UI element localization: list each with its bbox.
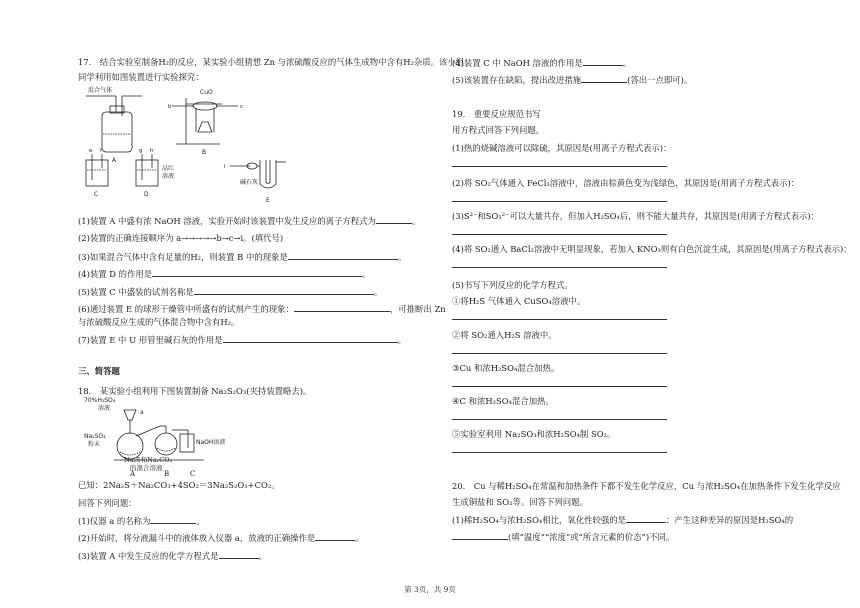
q17-port-i: i bbox=[224, 164, 226, 170]
q17-label-rongye: 溶液 bbox=[162, 173, 175, 180]
q18-label-mix2: 的混合溶液 bbox=[130, 464, 163, 472]
q19-answer-line-8 bbox=[452, 418, 667, 420]
q18-label-b: B bbox=[164, 470, 170, 478]
q19-answer-line-6 bbox=[452, 352, 667, 354]
q18-item5: (5)该装置存在缺陷，提出改进措施 (答出一点即可)。 bbox=[452, 75, 693, 85]
q17-label-e: E bbox=[266, 197, 270, 204]
q18-item3: (3)装置 A 中发生反应的化学方程式是 。 bbox=[78, 551, 267, 561]
page-footer: 第 3页，共 9页 bbox=[404, 585, 456, 594]
q17-stem-line2: 同学利用如图装置进行实验探究： bbox=[78, 72, 204, 82]
q18-label-acid2: 溶液 bbox=[98, 405, 111, 412]
q18-label-a: A bbox=[130, 470, 136, 478]
q18-label-powder: 粉末 bbox=[88, 441, 101, 448]
q18-known: 已知：2Na₂S＋Na₂CO₃+4SO₂＝3Na₂S₂O₃+CO₂。 bbox=[78, 480, 280, 490]
q18-stem: 18. 某实验小组利用下图装置制备 Na₂S₂O₃(夹持装置略去)。 bbox=[78, 386, 312, 396]
q17-item6-cont: 与浓硫酸反应生成的气体混合物中含有H₂。 bbox=[78, 317, 240, 327]
q18-label-a-instrument: a bbox=[140, 409, 144, 416]
q17-label-b: B bbox=[202, 149, 207, 156]
q18-label-naoh: NaOH溶液 bbox=[196, 439, 226, 446]
q19-answer-line-2 bbox=[452, 200, 667, 202]
q18-item1: (1)仪器 a 的名称为 。 bbox=[78, 516, 205, 526]
q17-item4: (4)装置 D 的作用是 。 bbox=[78, 269, 371, 279]
section3-title: 三、简答题 bbox=[78, 366, 120, 376]
q18-apparatus-figure bbox=[84, 396, 264, 472]
q20-line2: 生成铜盐和 SO₂等。回答下列问题。 bbox=[452, 497, 588, 507]
q19-answer-line-3 bbox=[452, 233, 667, 235]
q17-item5: (5)装置 C 中盛装的试剂名称是 。 bbox=[78, 287, 383, 297]
q18-label-c: C bbox=[190, 470, 196, 478]
q17-port-f: f bbox=[100, 148, 102, 154]
q19-item4: (4)将 SO₂通入 BaCl₂溶液中无明显现象，若加入 KNO₃则有白色沉淀生成，其原因是(用离子方程式表示)： bbox=[452, 244, 852, 254]
q18-label-mix1: Na₂S和Na₂CO₃ bbox=[124, 456, 173, 464]
q19-item3: (3)S²⁻和SO₃²⁻可以大量共存，但加入H₂SO₄后，则不能大量共存，其原因是(用离子方程式表示)： bbox=[452, 211, 820, 221]
q17-stem-line1: 17. 结合实验室制备H₂的反应，某实验小组猜想 Zn 与浓硫酸反应的气体生成物中含有H₂杂质。该小组 bbox=[78, 57, 465, 67]
q17-port-c: c bbox=[240, 104, 244, 110]
q19-sub-item3: ③Cu 和浓H₂SO₄混合加热。 bbox=[452, 363, 560, 373]
q17-label-a: A bbox=[112, 157, 117, 164]
q18-label-acid: 70%H₂SO₄ bbox=[84, 397, 116, 404]
q19-answer-line-9 bbox=[452, 451, 667, 453]
q19-answer-line-4 bbox=[452, 266, 667, 268]
q19-answer-line-5 bbox=[452, 318, 667, 320]
q19-sub-item5: ⑤实验室利用 Na₂SO₃和浓H₂SO₄制 SO₂。 bbox=[452, 429, 616, 439]
q17-label-cuo: CuO bbox=[200, 89, 213, 96]
q19-sub-item2: ②将 SO₂通入H₂S 溶液中。 bbox=[452, 330, 557, 340]
q19-title: 19. 重要反应规范书写 bbox=[452, 109, 541, 119]
q17-label-mixed-gas: 混合气体 bbox=[88, 87, 113, 94]
q19-item1: (1)热的烧碱溶液可以除硫，其原因是(用离子方程式表示)： bbox=[452, 143, 672, 153]
q19-sub: 用方程式回答下列问题。 bbox=[452, 125, 545, 135]
q18-label-na2so3: Na₂SO₃ bbox=[84, 433, 106, 440]
q17-port-g: g bbox=[139, 148, 143, 154]
q18-item4: (4)装置 C 中 NaOH 溶液的作用是 。 bbox=[452, 58, 632, 68]
q17-port-e: e bbox=[89, 148, 93, 154]
q17-label-c: C bbox=[94, 191, 99, 198]
q20-line3: (1)稀H₂SO₄与浓H₂SO₄相比，氧化性较强的是 ；产生这种差异的原因是H₂SO₄的 bbox=[452, 515, 794, 525]
q20-line1: 20. Cu 与稀H₂SO₄在常温和加热条件下都不发生化学反应，Cu 与浓H₂SO₄在加热条件下发生化学反应 bbox=[452, 481, 841, 491]
q17-item2: (2)装置的正确连接顺序为 a→→→→→b→c→i。(填代号) bbox=[78, 233, 284, 243]
q17-port-b: b bbox=[168, 104, 172, 110]
q19-sub-item1: ①将H₂S 气体通入 CuSO₄溶液中。 bbox=[452, 296, 586, 306]
q19-answer-line-1 bbox=[452, 165, 667, 167]
q17-item6: (6)通过装置 E 的球形干燥管中所盛有的试剂产生的现象： ，可推断出 Zn bbox=[78, 304, 446, 314]
q18-item2: (2)开始时，将分液漏斗中的液体放入仪器 a，放液的正确操作是 。 bbox=[78, 533, 364, 543]
q17-label-d: D bbox=[144, 191, 149, 198]
q20-line4: (填“温度”“浓度”或“所含元素的价态”)不同。 bbox=[452, 530, 674, 543]
q17-item3: (3)如果混合气体中含有足量的H₂，则装置 B 中的现象是 。 bbox=[78, 252, 407, 262]
q18-answer-prompt: 回答下列问题： bbox=[78, 498, 137, 508]
q17-apparatus-figure bbox=[82, 84, 312, 208]
q19-answer-line-7 bbox=[452, 385, 667, 387]
q17-port-h: h bbox=[150, 148, 154, 154]
q19-item5: (5)书写下列反应的化学方程式。 bbox=[452, 280, 573, 290]
q17-label-soda-lime: 碱石灰 bbox=[240, 179, 259, 186]
q17-label-pinhong: 品红 bbox=[162, 165, 175, 172]
q17-item7: (7)装置 E 中 U 形管里碱石灰的作用是 。 bbox=[78, 335, 406, 345]
q19-item2: (2)将 SO₂气体通入 FeCl₃溶液中，溶液由棕黄色变为浅绿色，其原因是(用离子方程式表示)： bbox=[452, 178, 800, 188]
q17-item1: (1)装置 A 中盛有浓 NaOH 溶液，实验开始时该装置中发生反应的离子方程式为 。 bbox=[78, 216, 421, 226]
q19-sub-item4: ④C 和浓H₂SO₄混合加热。 bbox=[452, 396, 554, 406]
